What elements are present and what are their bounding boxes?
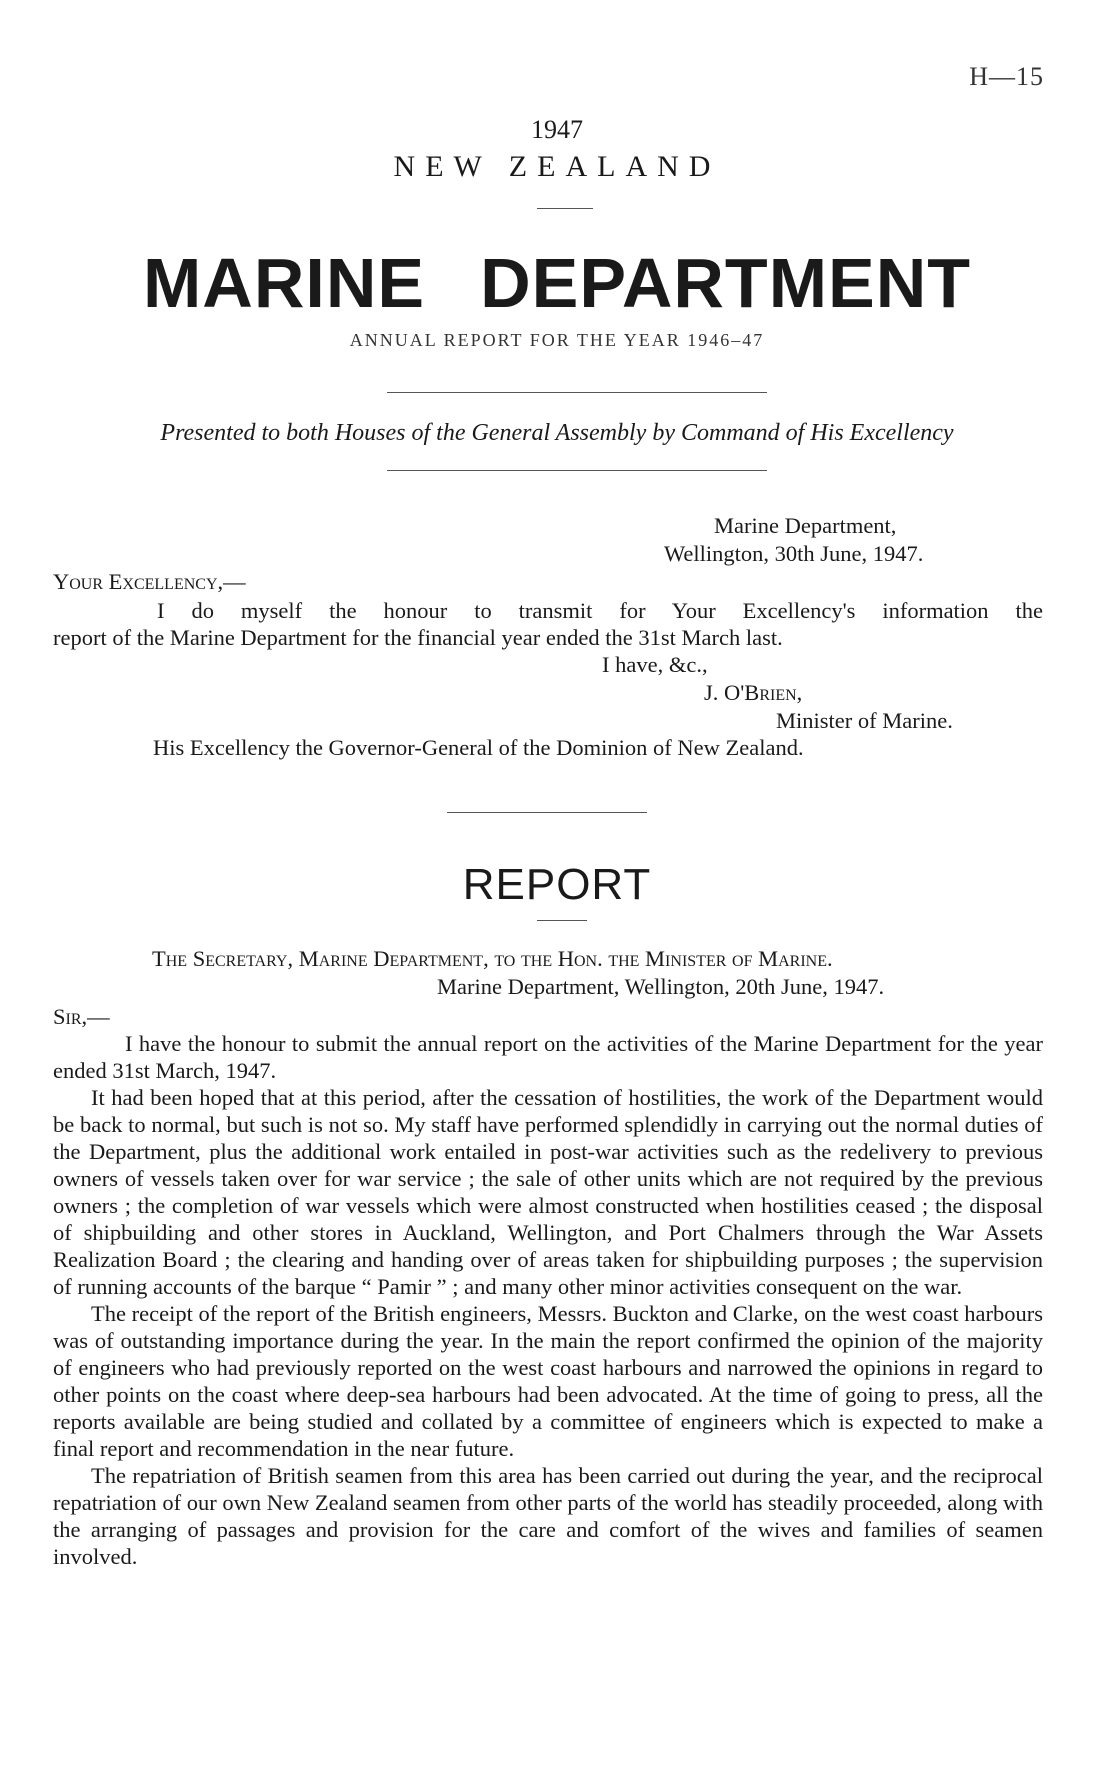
report-paragraph-3: The receipt of the report of the British engineers, Messrs. Buckton and Clarke, on the west coast harbours was of outstanding importance during the year. In the main the report confirmed the opinion of the majority of engineers who had previously reported on the west coast harbours and narrowed the opinions in regard to other points on the coast where deep-sea harbours had been advocated. At the time of going to press, all the reports available are being studied and collated by a committee of engineers which is expected to make a final report and recommendation in the near future. xyxy=(53,1301,1043,1461)
divider-lower xyxy=(387,470,767,471)
letter-closing: I have, &c., xyxy=(602,652,708,677)
letter-body xyxy=(53,597,1043,651)
report-place-date: Marine Department, Wellington, 20th June, 1947. xyxy=(437,974,885,999)
title-word-department: DEPARTMENT xyxy=(480,244,972,322)
report-paragraph-2: It had been hoped that at this period, after the cessation of hostilities, the work of the Department would be back to normal, but such is not so. My staff have performed splendidly in carrying out the normal duties of the Department, plus the additional work entailed in post-war activities such as the redelivery to previous owners of vessels taken over for war service ; the sale of other units which are not required by the previous owners ; the completion of war vessels which were almost constructed when hostilities ceased ; the disposal of shipbuilding and other stores in Auckland, Wellington, and Port Chalmers through the War Assets Realization Board ; the clearing and handing over of areas taken for shipbuilding purposes ; the supervision of running accounts of the barque “ Pamir ” ; and many other minor activities consequent on the war. xyxy=(53,1085,1043,1299)
letter-address-line-2: Wellington, 30th June, 1947. xyxy=(664,541,924,566)
divider-short xyxy=(537,208,593,209)
report-body xyxy=(53,1030,1043,1570)
report-year: 1947 xyxy=(531,115,583,144)
report-paragraph-4: The repatriation of British seamen from this area has been carried out during the year, and the reciprocal repatriation of our own New Zealand seamen from other parts of the world has steadily proceeded, along with the arranging of passages and provision for the care and comfort of the wives and families of seamen involved. xyxy=(53,1463,1043,1569)
letter-signatory-title: Minister of Marine. xyxy=(776,708,953,733)
presented-statement: Presented to both Houses of the General Assembly by Command of His Excellency xyxy=(160,420,954,446)
divider-report xyxy=(537,920,587,921)
page-reference: H—15 xyxy=(969,62,1044,91)
report-salutation: Sir,— xyxy=(53,1004,110,1029)
letter-address-line-1: Marine Department, xyxy=(714,513,897,538)
report-paragraph-1: I have the honour to submit the annual report on the activities of the Marine Department for the year ended 31st March, 1947. xyxy=(53,1031,1043,1083)
title-word-marine: MARINE xyxy=(142,244,426,322)
report-subtitle: ANNUAL REPORT FOR THE YEAR 1946–47 xyxy=(349,330,765,350)
divider-upper xyxy=(387,392,767,393)
letter-signatory: J. O'Brien, xyxy=(704,680,803,705)
letter-addressee: His Excellency the Governor-General of the Dominion of New Zealand. xyxy=(153,735,804,760)
letter-salutation: Your Excellency,— xyxy=(53,569,246,594)
country-name: NEW ZEALAND xyxy=(393,150,721,183)
report-from-to: The Secretary, Marine Department, to the Hon. the Minister of Marine. xyxy=(152,946,833,971)
letter-body-line-1: I do myself the honour to transmit for Your Excellency's information the xyxy=(157,598,1043,623)
divider-middle xyxy=(447,812,647,813)
letter-body-line-2: report of the Marine Department for the financial year ended the 31st March last. xyxy=(53,625,783,650)
report-heading: REPORT xyxy=(462,860,652,909)
page-title xyxy=(0,244,1114,322)
